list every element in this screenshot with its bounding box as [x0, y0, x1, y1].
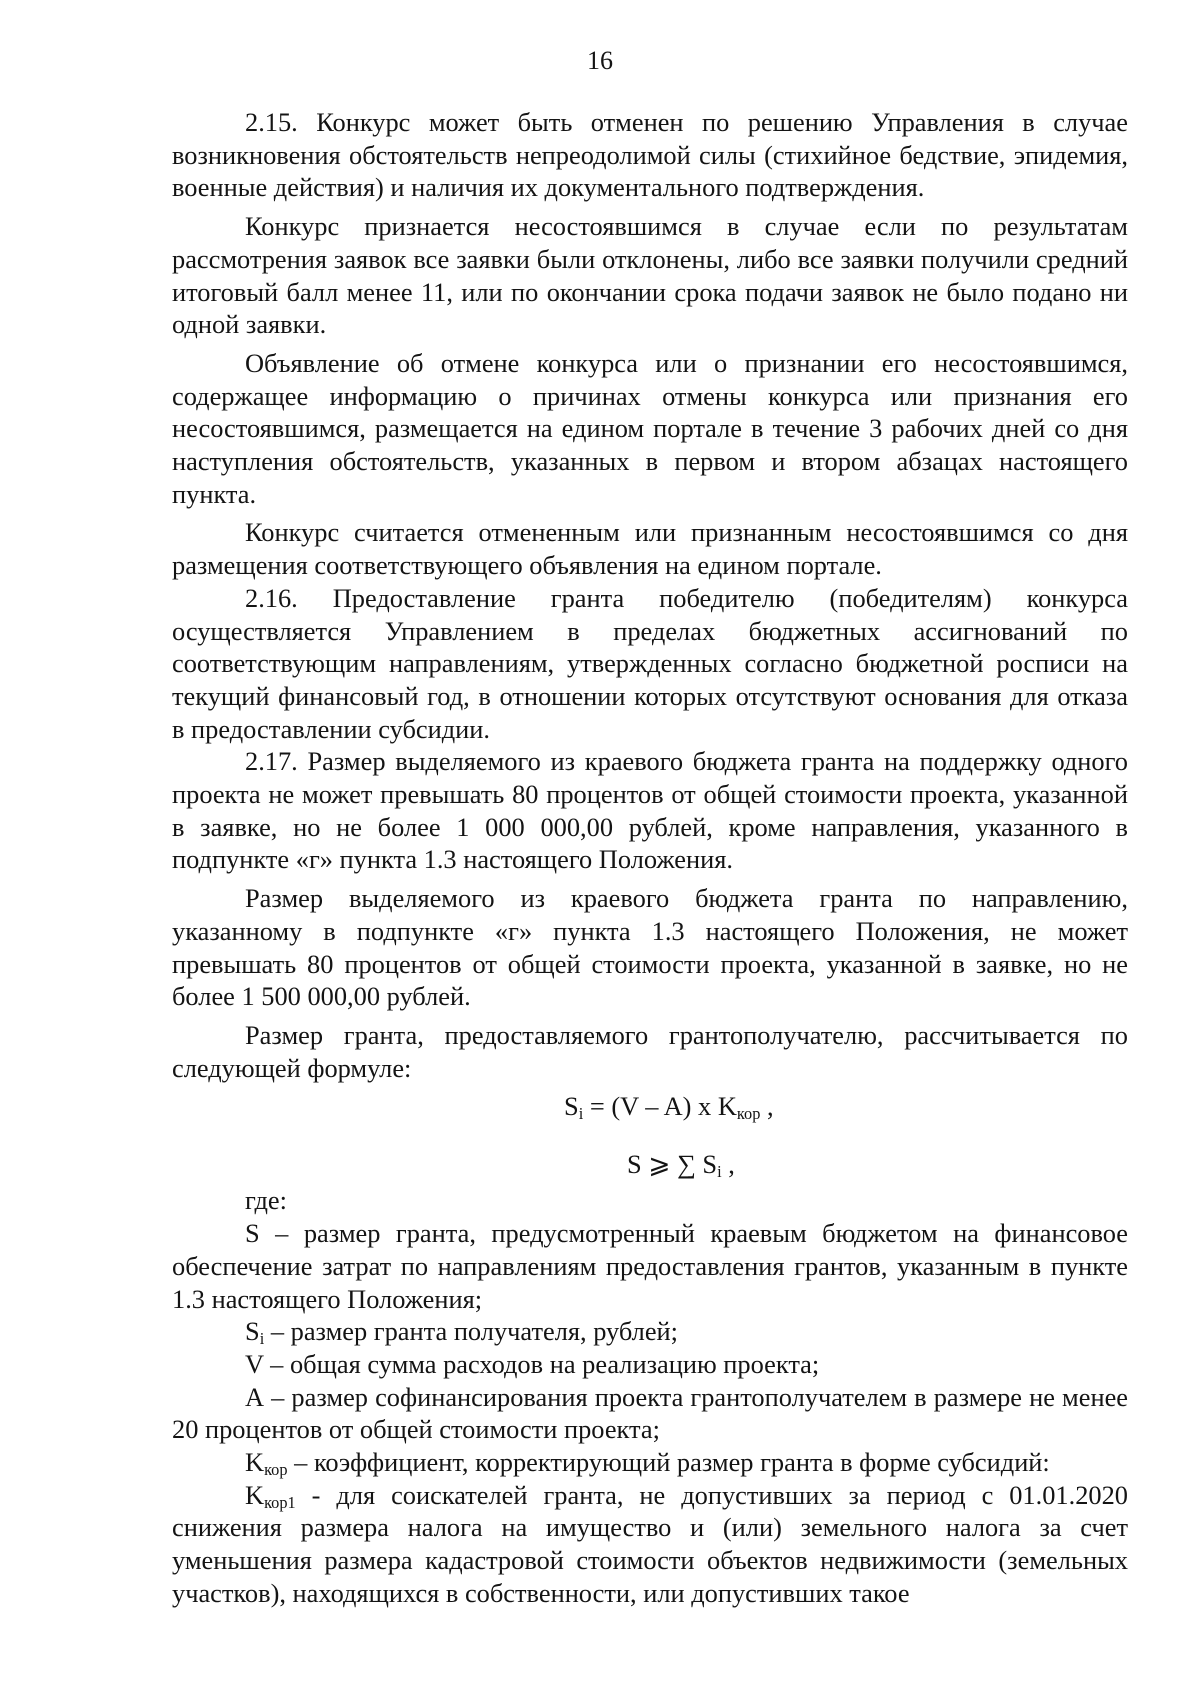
formula-tail: ,: [760, 1091, 774, 1122]
formula-sum-expression: S ⩾ ∑ S: [627, 1149, 718, 1180]
definition-kkor1-symbol: K: [245, 1479, 265, 1510]
definition-kkor1: [172, 1479, 1128, 1610]
paragraph-cancellation-effective: Конкурс считается отмененным или признанным несостоявшимся со дня размещения соответствующего объявления на едином портале.: [172, 517, 1128, 581]
document-body: [172, 106, 1128, 1610]
definition-kkor1-subscript: кор1: [264, 1492, 296, 1512]
definition-v: V – общая сумма расходов на реализацию проекта;: [245, 1348, 820, 1379]
definition-si-subscript: i: [259, 1329, 265, 1349]
paragraph-2-17: 2.17. Размер выделяемого из краевого бюджета гранта на поддержку одного проекта не может превышать 80 процентов от общей стоимости проекта, указанной в заявке, но не более 1 000 000,00 рублей, кроме направления, указанного в подпункте «г» пункта 1.3 настоящего Положения.: [172, 746, 1128, 875]
formula-grant-sum: [172, 1144, 1128, 1184]
paragraph-cancellation-notice: Объявление об отмене конкурса или о признании его несостоявшимся, содержащее информацию о причинах отмены конкурса или признания его несостоявшимся, размещается на едином портале в течение 3 рабочих дней со дня наступления обстоятельств, указанных в первом и втором абзацах настоящего пункта.: [172, 347, 1128, 509]
formula-sum-tail: ,: [721, 1149, 735, 1180]
definition-kkor: [172, 1446, 1128, 1479]
formula-s-subscript: i: [578, 1104, 584, 1124]
formula-sum-subscript: i: [717, 1162, 722, 1182]
definition-kkor-symbol: K: [245, 1447, 265, 1478]
paragraph-2-16: 2.16. Предоставление гранта победителю (победителям) конкурса осуществляется Управлением в пределах бюджетных ассигнований по соответствующим направлениям, утвержденных согласно бюджетной росписи на текущий финансовый год, в отношении которых отсутствуют основания для отказа в предоставлении субсидии.: [172, 582, 1128, 744]
definition-a: А – размер софинансирования проекта грантополучателем в размере не менее 20 процентов от общей стоимости проекта;: [172, 1381, 1128, 1445]
where-label: где:: [245, 1185, 287, 1216]
definition-si: [172, 1315, 1128, 1348]
definition-si-symbol: S: [245, 1316, 260, 1347]
page-number: 16: [587, 46, 613, 75]
definition-kkor-text: – коэффициент, корректирующий размер гранта в форме субсидий:: [287, 1447, 1050, 1478]
paragraph-failed-contest: Конкурс признается несостоявшимся в случае если по результатам рассмотрения заявок все заявки были отклонены, либо все заявки получили средний итоговый балл менее 11, или по окончании срока подачи заявок не было подано ни одной заявки.: [172, 211, 1128, 340]
paragraph-grant-formula-intro: Размер гранта, предоставляемого грантополучателю, рассчитывается по следующей формуле:: [172, 1019, 1128, 1083]
formula-s: S: [564, 1091, 579, 1122]
definition-kkor-subscript: кор: [264, 1460, 288, 1480]
formula-k-subscript: кор: [736, 1104, 761, 1124]
definition-kkor1-text: - для соискателей гранта, не допустивших за период с 01.01.2020 снижения размера налога на имущество и (или) земельного налога за счет уменьшения размера кадастровой стоимости объектов недвижимости (земельных участков), находящихся в собственности, или допустивших такое: [172, 1479, 1128, 1608]
paragraph-2-15: 2.15. Конкурс может быть отменен по решению Управления в случае возникновения обстоятельств непреодолимой силы (стихийное бедствие, эпидемия, военные действия) и наличия их документального подтверждения.: [172, 107, 1128, 203]
paragraph-grant-size-direction-g: Размер выделяемого из краевого бюджета гранта по направлению, указанному в подпункте «г» пункта 1.3 настоящего Положения, не может превышать 80 процентов от общей стоимости проекта, указанной в заявке, но не более 1 500 000,00 рублей.: [172, 883, 1128, 1012]
formula-grant-size: [172, 1086, 1128, 1132]
definition-si-text: – размер гранта получателя, рублей;: [264, 1316, 679, 1347]
definition-s: S – размер гранта, предусмотренный краевым бюджетом на финансовое обеспечение затрат по направлениям предоставления грантов, указанным в пункте 1.3 настоящего Положения;: [172, 1218, 1128, 1314]
formula-expression: = (V – A) x K: [583, 1091, 737, 1122]
